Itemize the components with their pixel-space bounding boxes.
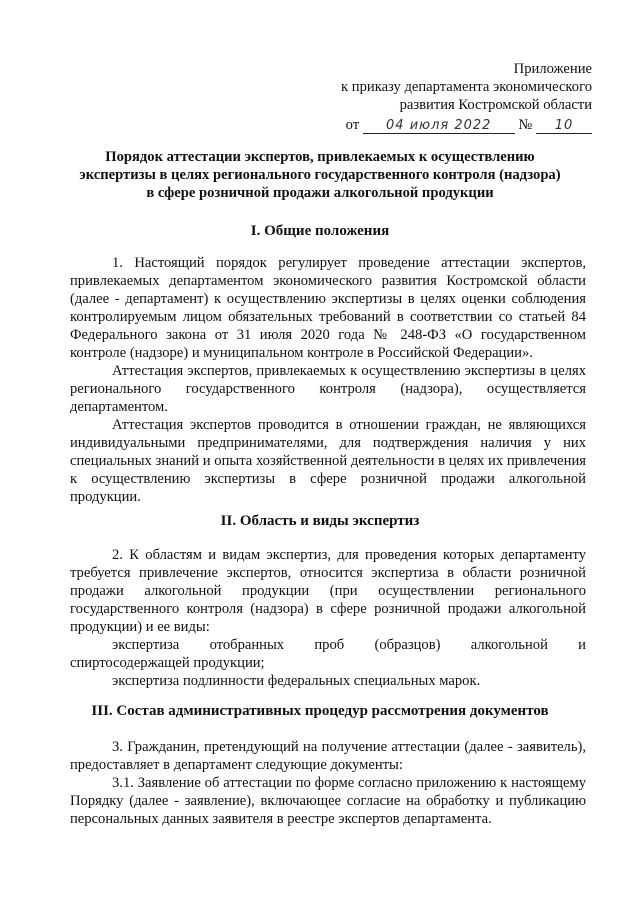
annex-block <box>341 60 592 134</box>
title-line: экспертизы в целях регионального государственного контроля (надзора) <box>79 167 561 183</box>
word: и <box>578 637 586 653</box>
section-2-body <box>70 546 586 690</box>
paragraph: 1. Настоящий порядок регулирует проведение аттестации экспертов, привлекаемых департаментом экономического развития Костромской области (далее - департамент) к осуществлению экспертизы в целях оценки соблюдения контролируемым лицом обязательных требований в соответствии со статьей 84 Федерального закона от 31 июля 2020 года № 248-ФЗ «О государственном контроле (надзоре) и муниципальном контроле в Российской Федерации». <box>70 255 586 361</box>
paragraph: 3. Гражданин, претендующий на получение аттестации (далее - заявитель), предоставляет в департамент следующие документы: <box>70 739 586 773</box>
word: экспертиза <box>112 637 180 653</box>
list-item-words <box>70 636 586 654</box>
handwritten-date: 04 июля 2022 <box>363 118 515 134</box>
section-heading: I. Общие положения <box>250 223 390 239</box>
section-heading: II. Область и виды экспертиз <box>220 513 420 529</box>
title-line: в сфере розничной продажи алкогольной продукции <box>146 185 494 201</box>
paragraph: 3.1. Заявление об аттестации по форме согласно приложению к настоящему Порядку (далее - заявление), включающее согласие на обработку и публикацию персональных данных заявителя в реестре экспертов департамента. <box>70 775 586 827</box>
paragraph: Аттестация экспертов проводится в отношении граждан, не являющихся индивидуальными предпринимателями, для подтверждения наличия у них специальных знаний и опыта хозяйственной деятельности в целях их привлечения к осуществлению экспертизы в сфере розничной продажи алкогольной продукции. <box>70 417 586 505</box>
word: (образцов) <box>374 637 441 653</box>
from-label: от <box>345 117 360 133</box>
annex-department: развития Костромской области <box>399 97 592 113</box>
section-3-body <box>70 738 586 828</box>
list-item: экспертиза подлинности федеральных специальных марок. <box>112 673 481 689</box>
title-line: Порядок аттестации экспертов, привлекаемых к осуществлению <box>105 149 535 165</box>
word: отобранных <box>209 637 285 653</box>
handwritten-number: 10 <box>536 118 592 134</box>
annex-title: Приложение <box>513 61 592 77</box>
paragraph: Аттестация экспертов, привлекаемых к осуществлению экспертизы в целях регионального государственного контроля (надзора), осуществляется департаментом. <box>70 363 586 415</box>
section-1-body <box>70 254 586 506</box>
annex-date-line <box>341 116 592 134</box>
word: проб <box>314 637 345 653</box>
word: алкогольной <box>470 637 548 653</box>
list-item-tail: спиртосодержащей продукции; <box>70 655 265 671</box>
paragraph: 2. К областям и видам экспертиз, для проведения которых департаменту требуется привлечение экспертов, относится экспертиза в области розничной продажи алкогольной продукции (при осуществлении регионального государственного контроля (надзора) в сфере розничной продажи алкогольной продукции) и ее виды: <box>70 547 586 635</box>
document-title <box>40 148 600 202</box>
annex-order-ref: к приказу департамента экономического <box>341 79 592 95</box>
number-label: № <box>518 117 533 133</box>
section-heading: III. Состав административных процедур рассмотрения документов <box>91 703 549 719</box>
